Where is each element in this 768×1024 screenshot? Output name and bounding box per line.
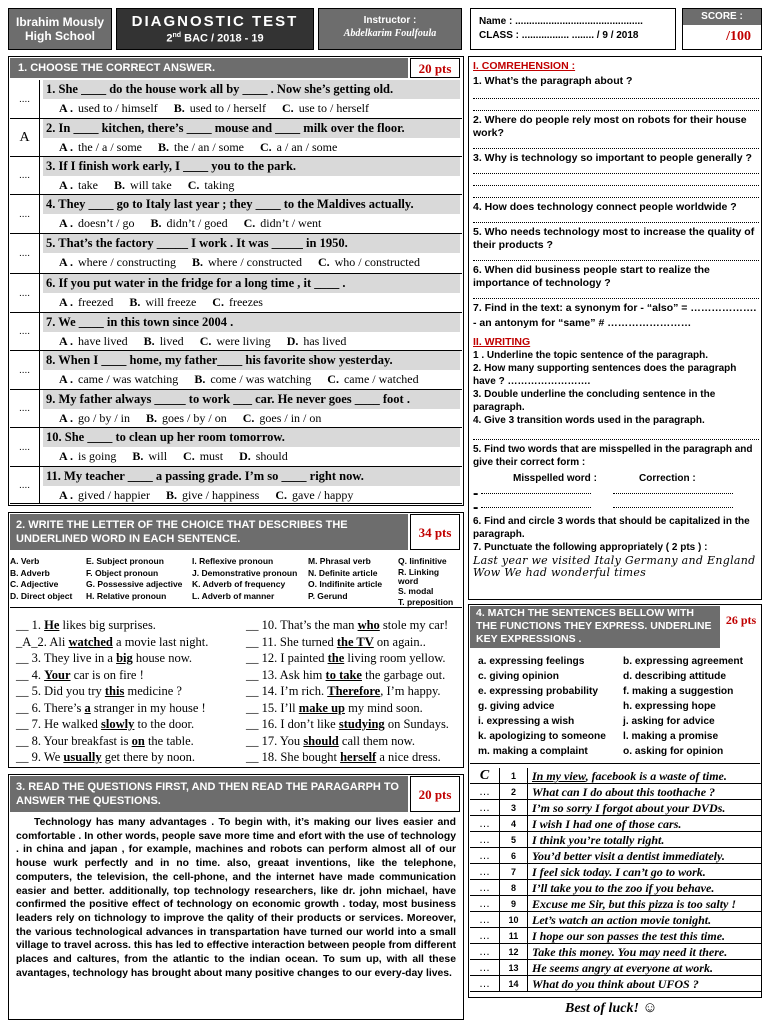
- writing-w7: 7. Punctuate the following appropriately ( 2 pts ) :: [473, 542, 708, 553]
- reading-paragraph: Technology has many advantages . To begin with, it’s making our lives easier and comfortable . In other words, people save more time and efort with the use of technology . in china and japan , for example, machines and robots can perform almost all of our house wurk perfectly and in no time. also, greaat inventions, like the telephone, computers, the television, the cell-phone, and the internet have made communication easier and better. additionally, top technology researchers, like dr. john michael, have confirmed the positive effect of technology on economic growth . today, most business leaders rely on tichnology to improve the qality of their products or services. Moreover, the various technological advances in transpartation have turned our world into a small village to travel across. this has led to effective interaction between people from different places and caltures, from the atlantic to the indian ocean. To sum up, with all these avantages, technology has brought about many positive changes to our every-day lives.: [16, 817, 456, 979]
- legend-item: J. Demonstrative pronoun: [192, 567, 298, 578]
- answer-line[interactable]: [473, 140, 759, 149]
- match-sentence: I feel sick today. I can’t go to work.: [532, 865, 706, 879]
- option[interactable]: B. come / was watching: [194, 372, 312, 386]
- match-number: 13: [500, 960, 528, 976]
- option[interactable]: C. came / watched: [327, 372, 419, 386]
- comprehension-title: I. COMREHENSION :: [473, 60, 576, 72]
- match-answer-box[interactable]: …: [470, 880, 500, 896]
- section3-points: 20 pts: [410, 776, 460, 812]
- option[interactable]: B. where / constructed: [191, 255, 302, 269]
- comp-q7b: - an antonym for “same” # ……………………: [473, 317, 692, 329]
- question-text: 2. In ____ kitchen, there’s ____ mouse and ____ milk over the floor.: [43, 119, 460, 138]
- name-field[interactable]: Name : ..............................................: [479, 16, 643, 27]
- answer-box[interactable]: ....: [10, 195, 40, 233]
- option[interactable]: A . came / was watching: [59, 372, 179, 386]
- match-sentence: I’ll take you to the zoo if you behave.: [532, 881, 715, 895]
- match-number: 10: [500, 912, 528, 928]
- legend-item: O. Indifinite article: [308, 579, 383, 589]
- smiley-icon: ☺: [642, 1000, 658, 1016]
- match-row: [470, 848, 761, 864]
- match-number: 12: [500, 944, 528, 960]
- comprehension: [473, 60, 759, 579]
- legend-item: B. Adverb: [10, 567, 50, 578]
- function-option: f. making a suggestion: [623, 686, 734, 697]
- legend-column: [192, 556, 297, 602]
- function-option: d. describing attitude: [623, 671, 727, 682]
- answer-line[interactable]: [473, 214, 759, 223]
- option[interactable]: A . take: [59, 178, 99, 192]
- legend-column: [308, 556, 382, 602]
- pos-item[interactable]: __ 3. They live in a big house now.: [16, 651, 193, 665]
- best-of-luck: Best of luck! ☺: [565, 1000, 658, 1016]
- option[interactable]: B. didn’t / goed: [150, 216, 228, 230]
- legend-item: L. Adverb of manner: [192, 590, 275, 601]
- section4-points: 26 pts: [722, 606, 760, 648]
- pos-item[interactable]: __ 14. I’m rich. Therefore, I’m happy.: [246, 684, 441, 698]
- legend-item: G. Possessive adjective: [86, 579, 183, 589]
- question-row: [10, 351, 462, 390]
- match-row: [470, 880, 761, 896]
- question-row: [10, 274, 462, 313]
- match-sentence: He seems angry at everyone at work.: [532, 961, 713, 975]
- option[interactable]: A . freezed: [59, 295, 114, 309]
- question-text: 3. If I finish work early, I ____ you to the park.: [43, 157, 460, 176]
- legend-column: [86, 556, 182, 602]
- match-row: [470, 816, 761, 832]
- option[interactable]: A . where / constructing: [59, 255, 176, 269]
- match-number: 6: [500, 848, 528, 864]
- match-sentence: In my view, facebook is a waste of time.: [532, 769, 727, 783]
- function-option: a. expressing feelings: [478, 656, 585, 667]
- function-option: k. apologizing to someone: [478, 731, 606, 742]
- function-option: h. expressing hope: [623, 701, 716, 712]
- test-subtitle: 2nd BAC / 2018 - 19: [166, 32, 264, 45]
- match-row: [470, 944, 761, 960]
- instructor-box: Instructor : Abdelkarim Foulfoula: [318, 8, 462, 50]
- writing-title: II. WRITING: [473, 336, 531, 348]
- pos-item[interactable]: __ 12. I painted the living room yellow.: [246, 651, 446, 665]
- answer-box[interactable]: ....: [10, 467, 40, 503]
- match-answer-box[interactable]: …: [470, 784, 500, 800]
- question-row: [10, 195, 462, 234]
- question-text: 9. My father always _____ to work ___ car. He never goes ____ foot .: [43, 390, 460, 409]
- match-number: 2: [500, 784, 528, 800]
- match-row: [470, 768, 761, 784]
- question-text: 10. She ____ to clean up her room tomorrow.: [43, 428, 460, 447]
- option[interactable]: C. were living: [199, 334, 271, 348]
- option[interactable]: A . have lived: [59, 334, 128, 348]
- question-row: [10, 467, 462, 504]
- question-row: [10, 313, 462, 351]
- function-option: l. making a promise: [623, 731, 719, 742]
- match-answer-box[interactable]: …: [470, 864, 500, 880]
- option[interactable]: A . is going: [59, 449, 117, 463]
- function-option: o. asking for opinion: [623, 746, 724, 757]
- answer-box[interactable]: ....: [10, 157, 40, 194]
- pos-item[interactable]: __ 8. Your breakfast is on the table.: [16, 733, 194, 748]
- match-answer-box[interactable]: …: [470, 816, 500, 832]
- legend-item: F. Object pronoun: [86, 567, 159, 578]
- match-row: [470, 976, 761, 992]
- match-number: 1: [500, 768, 528, 784]
- question-row: [10, 390, 462, 428]
- section1-points: 20 pts: [410, 58, 460, 78]
- pos-item[interactable]: __ 18. She bought herself a nice dress.: [246, 750, 441, 764]
- legend-item: H. Relative pronoun: [86, 590, 167, 601]
- legend-item: S. modal: [398, 585, 434, 596]
- option[interactable]: B. used to / herself: [173, 101, 267, 115]
- legend-column: [10, 556, 72, 602]
- answer-box[interactable]: ....: [10, 234, 40, 273]
- pos-item[interactable]: __ 13. Ask him to take the garbage out.: [246, 667, 446, 682]
- answer-box[interactable]: ....: [10, 313, 40, 350]
- match-number: 14: [500, 976, 528, 992]
- legend-column: [398, 556, 460, 609]
- legend-item: E. Subject pronoun: [86, 556, 164, 566]
- function-option: g. giving advice: [478, 701, 555, 712]
- match-sentence: You’d better visit a dentist immediately.: [532, 849, 725, 863]
- option[interactable]: B. will take: [114, 178, 172, 192]
- legend-item: Q. Iinfinitive: [398, 556, 447, 566]
- match-answer-box[interactable]: …: [470, 896, 500, 912]
- school-name: Ibrahim Mously High School: [8, 8, 112, 50]
- match-sentence: I’m so sorry I forgot about your DVDs.: [532, 801, 726, 815]
- option[interactable]: C. gave / happy: [275, 488, 354, 502]
- option[interactable]: A . go / by / in: [59, 411, 131, 425]
- answer-box[interactable]: ....: [10, 274, 40, 312]
- pos-item[interactable]: __ 7. He walked slowly to the door.: [16, 717, 195, 731]
- match-row: [470, 928, 761, 944]
- test-title-box: [116, 8, 314, 50]
- answer-line[interactable]: [473, 431, 759, 440]
- writing-w2: 2. How many supporting sentences does the paragraph have ? …………………….: [473, 363, 737, 387]
- match-answer-box[interactable]: …: [470, 960, 500, 976]
- answer-line[interactable]: [473, 189, 759, 198]
- question-text: 4. They ____ go to Italy last year ; they ____ to the Maldives actually.: [43, 195, 460, 214]
- answer-line[interactable]: [473, 252, 759, 261]
- pos-item[interactable]: _A_2. Ali watched a movie last night.: [16, 634, 209, 649]
- pos-item[interactable]: __ 11. She turned the TV on again..: [246, 634, 426, 649]
- match-answer-box[interactable]: …: [470, 848, 500, 864]
- pos-item[interactable]: __ 9. We usually get there by noon.: [16, 750, 195, 764]
- question-options: [43, 293, 460, 311]
- legend-item: P. Gerund: [308, 590, 348, 601]
- question-options: [43, 370, 460, 388]
- match-number: 4: [500, 816, 528, 832]
- match-answer-box[interactable]: …: [470, 912, 500, 928]
- punctuation-sentence[interactable]: Last year we visited Italy Germany and England Wow We had wonderful times: [473, 554, 756, 579]
- answer-line[interactable]: [473, 290, 759, 299]
- student-info[interactable]: [470, 8, 676, 50]
- option[interactable]: C. freezes: [212, 295, 263, 309]
- question-text: 5. That’s the factory _____ I work . It was _____ in 1950.: [43, 234, 460, 253]
- legend-item: N. Definite article: [308, 567, 378, 578]
- legend-item: T. preposition: [398, 597, 454, 607]
- answer-box[interactable]: ....: [10, 390, 40, 427]
- option[interactable]: A . doesn’t / go: [59, 216, 135, 230]
- match-row: [470, 800, 761, 816]
- option[interactable]: B. give / happiness: [166, 488, 260, 502]
- answer-box[interactable]: A: [10, 119, 40, 156]
- match-answer-box[interactable]: …: [470, 832, 500, 848]
- pos-item[interactable]: __ 17. You should call them now.: [246, 733, 416, 748]
- match-number: 5: [500, 832, 528, 848]
- option[interactable]: B. goes / by / on: [146, 411, 227, 425]
- section2-title: 2. WRITE THE LETTER OF THE CHOICE THAT DESCRIBES THE UNDERLINED WORD IN EACH SENTENCE.: [10, 514, 408, 550]
- writing-w3: 3. Double underline the concluding sentence in the paragraph.: [473, 389, 716, 413]
- function-option: j. asking for advice: [623, 716, 715, 727]
- match-answer-box[interactable]: …: [470, 944, 500, 960]
- question-text: 11. My teacher ____ a passing grade. I’m so ____ right now.: [43, 467, 460, 486]
- pos-item[interactable]: __ 6. There’s a stranger in my house !: [16, 700, 206, 715]
- function-option: i. expressing a wish: [478, 716, 575, 727]
- legend-item: A. Verb: [10, 556, 40, 566]
- test-title: DIAGNOSTIC TEST: [131, 13, 299, 30]
- pos-item[interactable]: __ 5. Did you try this medicine ?: [16, 684, 182, 698]
- match-sentence: Let’s watch an action movie tonight.: [532, 913, 712, 927]
- section2-points: 34 pts: [410, 514, 460, 550]
- question-row: [10, 119, 462, 157]
- answer-box[interactable]: ....: [10, 351, 40, 389]
- functions-list: [470, 652, 760, 764]
- legend-item: D. Direct object: [10, 590, 73, 601]
- answer-line[interactable]: [473, 102, 759, 111]
- answer-line[interactable]: [473, 177, 759, 186]
- legend-item: R. Linking word: [398, 566, 440, 586]
- question-options: [43, 447, 460, 465]
- match-sentence: I hope our son passes the test this time.: [532, 929, 726, 943]
- match-number: 7: [500, 864, 528, 880]
- match-sentence: I wish I had one of those cars.: [532, 817, 682, 831]
- match-row: [470, 960, 761, 976]
- question-text: 7. We ____ in this town since 2004 .: [43, 313, 460, 332]
- option[interactable]: C. goes / in / on: [242, 411, 322, 425]
- function-option: b. expressing agreement: [623, 656, 744, 667]
- option[interactable]: A . the / a / some: [59, 140, 142, 154]
- option[interactable]: C. must: [183, 449, 224, 463]
- writing-w4: 4. Give 3 transition words used in the paragraph.: [473, 415, 705, 426]
- question-options: [43, 253, 460, 271]
- answer-line[interactable]: [473, 90, 759, 99]
- function-option: e. expressing probability: [478, 686, 599, 697]
- correction-headers: Misspelled word : Correction :: [513, 473, 696, 484]
- match-row: [470, 864, 761, 880]
- question-text: 8. When I ____ home, my father____ his favorite show yesterday.: [43, 351, 460, 370]
- match-number: 11: [500, 928, 528, 944]
- pos-item[interactable]: __ 10. That’s the man who stole my car!: [246, 618, 449, 632]
- question-options: [43, 176, 460, 194]
- answer-box[interactable]: ....: [10, 428, 40, 466]
- question-options: [43, 486, 460, 504]
- pos-item[interactable]: __ 1. He likes big surprises.: [16, 618, 156, 632]
- match-row: [470, 896, 761, 912]
- class-field[interactable]: CLASS : ................. ........ / 9 / 2018: [479, 30, 639, 41]
- option[interactable]: C. taking: [187, 178, 235, 192]
- option[interactable]: C. who / constructed: [317, 255, 420, 269]
- pos-item[interactable]: __ 4. Your car is on fire !: [16, 667, 144, 682]
- question-text: 6. If you put water in the fridge for a long time , it ____ .: [43, 274, 460, 293]
- match-answer-box[interactable]: C: [470, 768, 500, 784]
- comp-q5: 5. Who needs technology most to increase the quality of their products ?: [473, 226, 755, 251]
- answer-box[interactable]: ....: [10, 80, 40, 118]
- question-text: 1. She ____ do the house work all by ____ . Now she’s getting old.: [43, 80, 460, 99]
- question-options: [43, 332, 460, 350]
- score-value[interactable]: /100: [726, 29, 751, 44]
- question-options: [43, 99, 460, 117]
- match-sentence: What can I do about this toothache ?: [532, 785, 716, 799]
- function-option: c. giving opinion: [478, 671, 559, 682]
- option[interactable]: C. use to / herself: [282, 101, 369, 115]
- option[interactable]: B. will freeze: [129, 295, 197, 309]
- question-row: [10, 428, 462, 467]
- match-row: [470, 832, 761, 848]
- comp-q6: 6. When did business people start to realize the importance of technology ?: [473, 264, 710, 289]
- comp-q3: 3. Why is technology so important to people generally ?: [473, 152, 752, 164]
- match-sentence: What do you think about UFOS ?: [532, 977, 699, 991]
- correction-line[interactable]: -: [473, 499, 759, 515]
- option[interactable]: D. should: [239, 449, 288, 463]
- comp-q2: 2. Where do people rely most on robots for their house work?: [473, 114, 747, 139]
- match-answer-box[interactable]: …: [470, 928, 500, 944]
- option[interactable]: C. didn’t / went: [243, 216, 322, 230]
- comp-q7a: 7. Find in the text: a synonym for - “also” = ……………….: [473, 302, 757, 314]
- match-number: 3: [500, 800, 528, 816]
- instructor-name: Abdelkarim Foulfoula: [343, 28, 437, 39]
- match-sentence: Excuse me Sir, but this pizza is too salty !: [532, 897, 737, 911]
- option[interactable]: A . gived / happier: [59, 488, 150, 502]
- match-number: 9: [500, 896, 528, 912]
- option[interactable]: B. lived: [143, 334, 184, 348]
- option[interactable]: C. a / an / some: [260, 140, 338, 154]
- writing-w6: 6. Find and circle 3 words that should be capitalized in the paragraph.: [473, 516, 750, 540]
- question-options: [43, 409, 460, 427]
- comp-q1: 1. What’s the paragraph about ?: [473, 75, 633, 87]
- match-answer-box[interactable]: …: [470, 800, 500, 816]
- pos-item[interactable]: __ 15. I’ll make up my mind soon.: [246, 700, 423, 715]
- question-row: [10, 80, 462, 119]
- match-row: [470, 784, 761, 800]
- section3-title: 3. READ THE QUESTIONS FIRST, AND THEN READ THE PARAGARPH TO ANSWER THE QUESTIONS.: [10, 776, 408, 812]
- legend-item: C. Adjective: [10, 579, 59, 589]
- section4-title: 4. MATCH THE SENTENCES BELLOW WITH THE FUNCTIONS THEY EXPRESS. UNDERLINE KEY EXPRESSIONS .: [470, 606, 720, 648]
- function-option: m. making a complaint: [478, 746, 588, 757]
- question-options: [43, 214, 460, 232]
- pos-legend: [10, 554, 462, 608]
- legend-item: I. Reflexive pronoun: [192, 556, 274, 566]
- question-row: [10, 157, 462, 195]
- legend-item: M. Phrasal verb: [308, 556, 371, 566]
- correction-line[interactable]: -: [473, 485, 759, 499]
- match-answer-box[interactable]: …: [470, 976, 500, 992]
- match-sentence: Take this money. You may need it there.: [532, 945, 728, 959]
- answer-line[interactable]: [473, 165, 759, 174]
- question-options: [43, 138, 460, 156]
- writing-w1: 1 . Underline the topic sentence of the paragraph.: [473, 350, 709, 361]
- match-sentence: I think you’re totally right.: [532, 833, 665, 847]
- option[interactable]: B. the / an / some: [158, 140, 244, 154]
- option[interactable]: D. has lived: [286, 334, 347, 348]
- option[interactable]: A . used to / himself: [59, 101, 158, 115]
- question-row: [10, 234, 462, 274]
- score-box: SCORE : /100: [682, 8, 762, 50]
- comp-q4: 4. How does technology connect people worldwide ?: [473, 201, 737, 213]
- section1-title: 1. CHOOSE THE CORRECT ANSWER.: [10, 58, 408, 78]
- option[interactable]: B. will: [132, 449, 168, 463]
- match-number: 8: [500, 880, 528, 896]
- legend-item: K. Adverb of frequency: [192, 579, 286, 589]
- pos-item[interactable]: __ 16. I don’t like studying on Sundays.: [246, 717, 449, 731]
- writing-w5: 5. Find two words that are misspelled in the paragraph and give their correct form :: [473, 444, 753, 468]
- match-row: [470, 912, 761, 928]
